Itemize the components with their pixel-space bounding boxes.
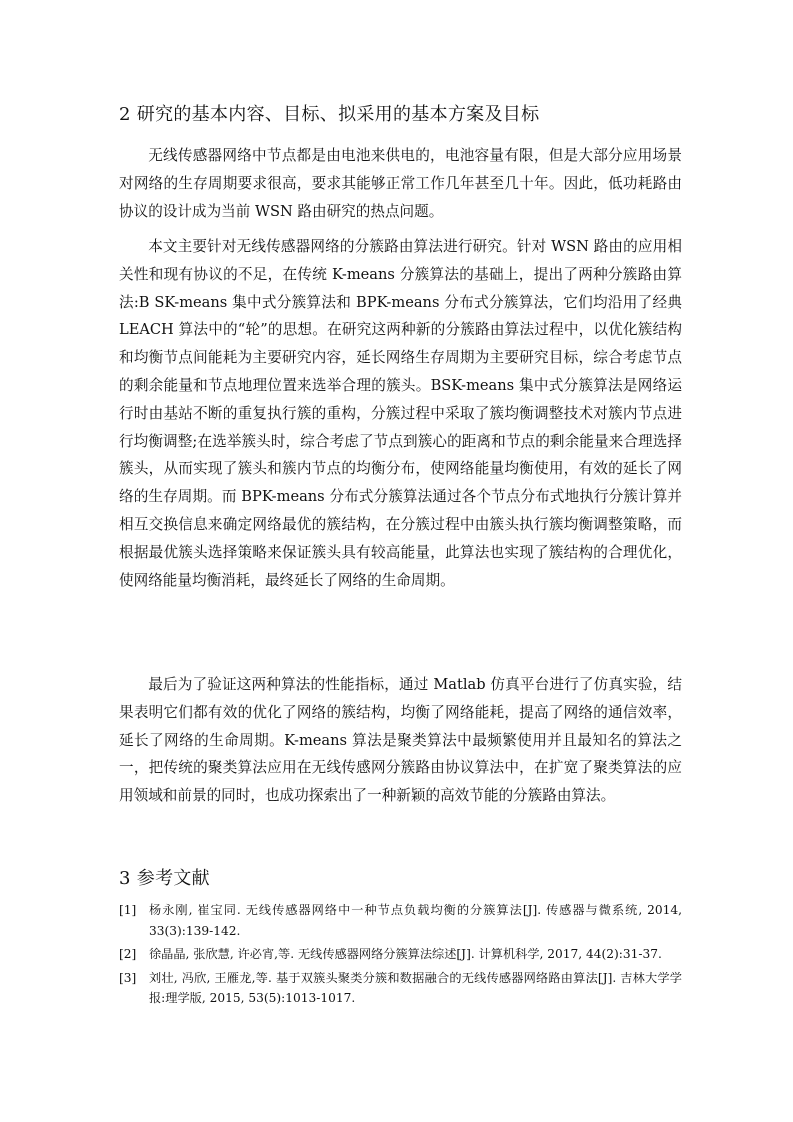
reference-item bbox=[119, 944, 682, 965]
section-3-heading: 3 参考文献 bbox=[119, 868, 210, 889]
section-2-heading: 2 研究的基本内容、目标、拟采用的基本方案及目标 bbox=[119, 104, 540, 125]
paragraph-2: 本文主要针对无线传感器网络的分簇路由算法进行研究。针对 WSN 路由的应用相关性和现有协议的不足，在传统 K-means 分簇算法的基础上，提出了两种分簇路由算法:B SK-means 集中式分簇算法和 BPK-means 分布式分簇算法，它们均沿用了经典 LEACH 算法中的“轮”的思想。在研究这两种新的分簇路由算法过程中，以优化簇结构和均衡节点间能耗为主要研究内容，延长网络生存周期为主要研究目标，综合考虑节点的剩余能量和节点地理位置来选举合理的簇头。BSK-means 集中式分簇算法是网络运行时由基站不断的重复执行簇的重构，分簇过程中采取了簇均衡调整技术对簇内节点进行均衡调整;在选举簇头时，综合考虑了节点到簇心的距离和节点的剩余能量来合理选择簇头，从而实现了簇头和簇内节点的均衡分布，使网络能量均衡使用，有效的延长了网络的生存周期。而 BPK-means 分布式分簇算法通过各个节点分布式地执行分簇计算并相互交换信息来确定网络最优的簇结构，在分簇过程中由簇头执行簇均衡调整策略，而根据最优簇头选择策略来保证簇头具有较高能量，此算法也实现了簇结构的合理优化，使网络能量均衡消耗，最终延长了网络的生命周期。 bbox=[119, 238, 682, 589]
reference-text: 刘壮, 冯欣, 王雁龙,等. 基于双簇头聚类分簇和数据融合的无线传感器网络路由算法[J]. 吉林大学学报:理学版, 2015, 53(5):1013-1017. bbox=[149, 970, 682, 1005]
reference-item bbox=[119, 900, 682, 941]
reference-item bbox=[119, 968, 682, 1009]
reference-number: [1] bbox=[119, 903, 137, 917]
paragraph-3: 最后为了验证这两种算法的性能指标，通过 Matlab 仿真平台进行了仿真实验，结果表明它们都有效的优化了网络的簇结构，均衡了网络能耗，提高了网络的通信效率，延长了网络的生命周期。K-means 算法是聚类算法中最频繁使用并且最知名的算法之一，把传统的聚类算法应用在无线传感网分簇路由协议算法中，在扩宽了聚类算法的应用领域和前景的同时，也成功探索出了一种新颖的高效节能的分簇路由算法。 bbox=[119, 676, 682, 805]
reference-number: [3] bbox=[119, 970, 137, 985]
reference-number: [2] bbox=[119, 947, 137, 961]
reference-text: 徐晶晶, 张欣慧, 许必宵,等. 无线传感器网络分簇算法综述[J]. 计算机科学, 2017, 44(2):31-37. bbox=[149, 947, 662, 961]
reference-list bbox=[119, 900, 682, 1012]
paragraph-1: 无线传感器网络中节点都是由电池来供电的，电池容量有限，但是大部分应用场景对网络的生存周期要求很高，要求其能够正常工作几年甚至几十年。因此，低功耗路由协议的设计成为当前 WSN 路由研究的热点问题。 bbox=[119, 147, 682, 220]
reference-text: 杨永刚, 崔宝同. 无线传感器网络中一种节点负载均衡的分簇算法[J]. 传感器与微系统, 2014, 33(3):139-142. bbox=[149, 903, 682, 938]
